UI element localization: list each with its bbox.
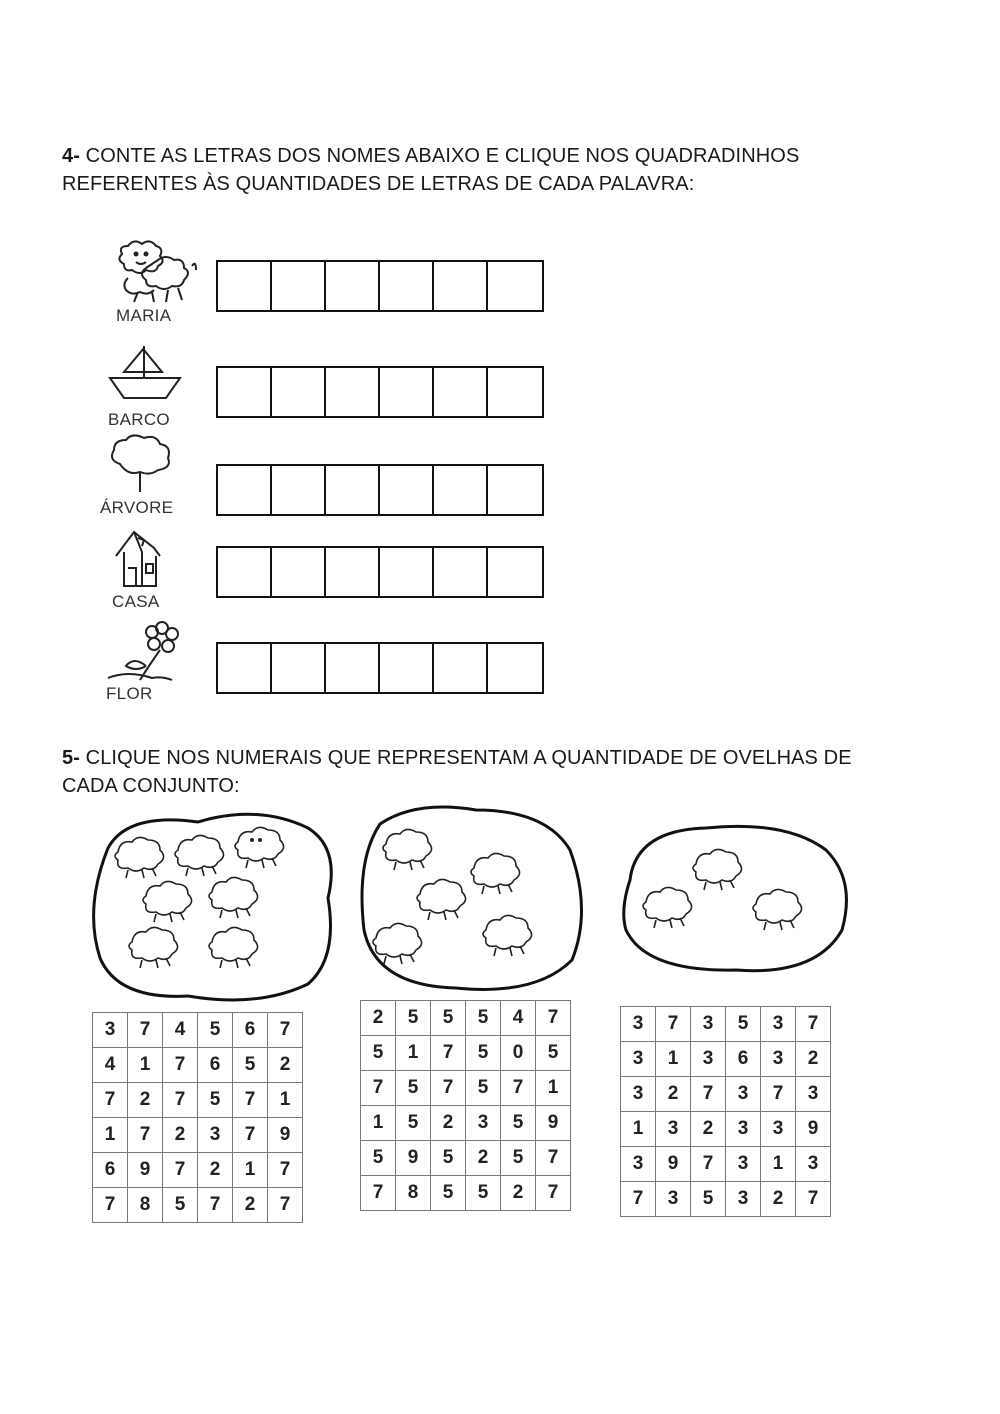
word-label-barco: BARCO xyxy=(108,410,170,429)
grid-row xyxy=(93,1118,303,1153)
letter-boxes-barco xyxy=(216,366,544,418)
number-cell[interactable]: 5 xyxy=(501,1106,536,1141)
number-cell[interactable]: 9 xyxy=(128,1153,163,1188)
number-cell[interactable]: 7 xyxy=(128,1013,163,1048)
word-label-flor: FLOR xyxy=(106,684,153,703)
number-cell[interactable]: 9 xyxy=(656,1147,691,1182)
sheep-set-2 xyxy=(356,800,586,996)
number-cell[interactable]: 7 xyxy=(233,1118,268,1153)
grid-row xyxy=(621,1042,831,1077)
question-4-text: CONTE AS LETRAS DOS NOMES ABAIXO E CLIQUE NOS QUADRADINHOS REFERENTES ÀS QUANTIDADES DE LETRAS DE CADA PALAVRA: xyxy=(62,145,800,195)
boat-icon xyxy=(106,342,186,406)
number-cell[interactable]: 1 xyxy=(621,1112,656,1147)
letter-box[interactable] xyxy=(434,548,488,596)
number-cell[interactable]: 2 xyxy=(466,1141,501,1176)
number-cell[interactable]: 3 xyxy=(691,1042,726,1077)
number-cell[interactable]: 2 xyxy=(501,1176,536,1211)
number-cell[interactable]: 7 xyxy=(796,1007,831,1042)
number-cell[interactable]: 1 xyxy=(761,1147,796,1182)
number-cell[interactable]: 9 xyxy=(796,1112,831,1147)
number-cell[interactable]: 7 xyxy=(536,1141,571,1176)
word-row-maria xyxy=(90,236,560,326)
number-cell[interactable]: 7 xyxy=(268,1153,303,1188)
grid-row xyxy=(93,1153,303,1188)
tree-icon xyxy=(100,434,180,494)
number-cell[interactable]: 2 xyxy=(198,1153,233,1188)
number-cell[interactable]: 1 xyxy=(656,1042,691,1077)
grid-row xyxy=(361,1036,571,1071)
letter-boxes-arvore xyxy=(216,464,544,516)
number-cell[interactable]: 3 xyxy=(621,1042,656,1077)
word-row-arvore xyxy=(90,434,560,524)
grid-row xyxy=(621,1182,831,1217)
number-cell[interactable]: 5 xyxy=(198,1083,233,1118)
number-cell[interactable]: 3 xyxy=(93,1013,128,1048)
question-4-number: 4- xyxy=(62,145,80,167)
letter-box[interactable] xyxy=(218,262,272,310)
question-5-number: 5- xyxy=(62,747,80,769)
word-label-casa: CASA xyxy=(112,592,160,611)
grid-row xyxy=(361,1176,571,1211)
letter-box[interactable] xyxy=(272,262,326,310)
number-cell[interactable]: 8 xyxy=(396,1176,431,1211)
sheep-set-1 xyxy=(88,808,338,1004)
number-cell[interactable]: 2 xyxy=(761,1182,796,1217)
number-cell[interactable]: 3 xyxy=(726,1147,761,1182)
number-cell[interactable]: 5 xyxy=(233,1048,268,1083)
number-cell[interactable]: 4 xyxy=(501,1001,536,1036)
grid-row xyxy=(621,1112,831,1147)
number-cell[interactable]: 7 xyxy=(233,1083,268,1118)
number-cell[interactable]: 2 xyxy=(268,1048,303,1083)
question-5-text: CLIQUE NOS NUMERAIS QUE REPRESENTAM A QUANTIDADE DE OVELHAS DE CADA CONJUNTO: xyxy=(62,747,852,797)
number-cell[interactable]: 1 xyxy=(536,1071,571,1106)
number-grid-set-3 xyxy=(620,1006,831,1217)
number-cell[interactable]: 7 xyxy=(796,1182,831,1217)
number-cell[interactable]: 7 xyxy=(431,1071,466,1106)
number-cell[interactable]: 1 xyxy=(128,1048,163,1083)
number-grid-set-2 xyxy=(360,1000,571,1211)
number-cell[interactable]: 7 xyxy=(536,1176,571,1211)
number-cell[interactable]: 4 xyxy=(163,1013,198,1048)
number-cell[interactable]: 7 xyxy=(361,1176,396,1211)
number-cell[interactable]: 5 xyxy=(691,1182,726,1217)
number-cell[interactable]: 6 xyxy=(198,1048,233,1083)
number-cell[interactable]: 6 xyxy=(233,1013,268,1048)
number-cell[interactable]: 5 xyxy=(431,1001,466,1036)
number-cell[interactable]: 6 xyxy=(93,1153,128,1188)
letter-box[interactable] xyxy=(380,548,434,596)
grid-row xyxy=(93,1048,303,1083)
grid-row xyxy=(621,1007,831,1042)
number-cell[interactable]: 7 xyxy=(198,1188,233,1223)
number-cell[interactable]: 3 xyxy=(761,1112,796,1147)
number-cell[interactable]: 3 xyxy=(656,1182,691,1217)
word-row-flor xyxy=(90,620,560,710)
number-cell[interactable]: 3 xyxy=(621,1077,656,1112)
number-cell[interactable]: 3 xyxy=(466,1106,501,1141)
number-cell[interactable]: 3 xyxy=(198,1118,233,1153)
number-cell[interactable]: 6 xyxy=(726,1042,761,1077)
flower-icon xyxy=(106,620,186,684)
letter-boxes-flor xyxy=(216,642,544,694)
letter-box[interactable] xyxy=(380,368,434,416)
letter-box[interactable] xyxy=(488,262,542,310)
grid-row xyxy=(361,1001,571,1036)
letter-box[interactable] xyxy=(488,644,542,692)
number-cell[interactable]: 3 xyxy=(796,1077,831,1112)
number-cell[interactable]: 5 xyxy=(163,1188,198,1223)
letter-box[interactable] xyxy=(434,466,488,514)
number-cell[interactable]: 1 xyxy=(268,1083,303,1118)
number-cell[interactable]: 5 xyxy=(431,1176,466,1211)
letter-box[interactable] xyxy=(272,466,326,514)
number-cell[interactable]: 3 xyxy=(726,1112,761,1147)
number-cell[interactable]: 7 xyxy=(536,1001,571,1036)
letter-box[interactable] xyxy=(272,548,326,596)
number-cell[interactable]: 5 xyxy=(361,1036,396,1071)
letter-box[interactable] xyxy=(488,368,542,416)
number-cell[interactable]: 8 xyxy=(128,1188,163,1223)
number-cell[interactable]: 7 xyxy=(361,1071,396,1106)
number-cell[interactable]: 2 xyxy=(691,1112,726,1147)
number-cell[interactable]: 5 xyxy=(501,1141,536,1176)
number-cell[interactable]: 1 xyxy=(361,1106,396,1141)
grid-row xyxy=(621,1077,831,1112)
number-cell[interactable]: 3 xyxy=(691,1007,726,1042)
number-cell[interactable]: 2 xyxy=(796,1042,831,1077)
number-cell[interactable]: 7 xyxy=(93,1083,128,1118)
number-cell[interactable]: 7 xyxy=(691,1147,726,1182)
letter-box[interactable] xyxy=(326,466,380,514)
number-cell[interactable]: 5 xyxy=(466,1001,501,1036)
number-cell[interactable]: 7 xyxy=(93,1188,128,1223)
number-cell[interactable]: 5 xyxy=(466,1071,501,1106)
number-cell[interactable]: 7 xyxy=(501,1071,536,1106)
letter-box[interactable] xyxy=(218,548,272,596)
number-cell[interactable]: 3 xyxy=(726,1182,761,1217)
letter-box[interactable] xyxy=(326,262,380,310)
number-cell[interactable]: 9 xyxy=(268,1118,303,1153)
number-cell[interactable]: 7 xyxy=(268,1013,303,1048)
number-cell[interactable]: 5 xyxy=(726,1007,761,1042)
word-row-barco xyxy=(90,342,560,432)
number-cell[interactable]: 2 xyxy=(163,1118,198,1153)
grid-row xyxy=(93,1013,303,1048)
letter-box[interactable] xyxy=(488,466,542,514)
letter-box[interactable] xyxy=(434,644,488,692)
number-cell[interactable]: 7 xyxy=(656,1007,691,1042)
word-label-maria: MARIA xyxy=(116,306,172,325)
letter-box[interactable] xyxy=(380,644,434,692)
grid-row xyxy=(361,1106,571,1141)
number-cell[interactable]: 5 xyxy=(396,1001,431,1036)
letter-boxes-maria xyxy=(216,260,544,312)
letter-box[interactable] xyxy=(218,466,272,514)
number-cell[interactable]: 4 xyxy=(93,1048,128,1083)
grid-row xyxy=(621,1147,831,1182)
letter-box[interactable] xyxy=(488,548,542,596)
number-cell[interactable]: 3 xyxy=(761,1042,796,1077)
number-cell[interactable]: 5 xyxy=(466,1176,501,1211)
number-cell[interactable]: 0 xyxy=(501,1036,536,1071)
letter-box[interactable] xyxy=(272,644,326,692)
number-cell[interactable]: 5 xyxy=(466,1036,501,1071)
number-cell[interactable]: 7 xyxy=(163,1153,198,1188)
grid-row xyxy=(361,1071,571,1106)
number-cell[interactable]: 7 xyxy=(268,1188,303,1223)
number-cell[interactable]: 7 xyxy=(163,1048,198,1083)
number-cell[interactable]: 1 xyxy=(396,1036,431,1071)
number-cell[interactable]: 3 xyxy=(621,1147,656,1182)
number-cell[interactable]: 5 xyxy=(431,1141,466,1176)
word-row-casa xyxy=(90,528,560,618)
number-cell[interactable]: 5 xyxy=(536,1036,571,1071)
grid-row xyxy=(361,1141,571,1176)
number-cell[interactable]: 3 xyxy=(726,1077,761,1112)
house-icon xyxy=(108,528,178,592)
number-cell[interactable]: 7 xyxy=(621,1182,656,1217)
number-cell[interactable]: 7 xyxy=(761,1077,796,1112)
letter-box[interactable] xyxy=(326,548,380,596)
sheep-icon xyxy=(98,236,198,306)
number-cell[interactable]: 9 xyxy=(396,1141,431,1176)
grid-row xyxy=(93,1083,303,1118)
question-4-instruction xyxy=(62,142,862,198)
letter-boxes-casa xyxy=(216,546,544,598)
letter-box[interactable] xyxy=(434,368,488,416)
number-cell[interactable]: 7 xyxy=(128,1118,163,1153)
number-cell[interactable]: 7 xyxy=(163,1083,198,1118)
number-cell[interactable]: 2 xyxy=(361,1001,396,1036)
letter-box[interactable] xyxy=(326,644,380,692)
number-cell[interactable]: 1 xyxy=(93,1118,128,1153)
number-cell[interactable]: 5 xyxy=(396,1071,431,1106)
number-cell[interactable]: 9 xyxy=(536,1106,571,1141)
number-grid-set-1 xyxy=(92,1012,303,1223)
question-5-instruction xyxy=(62,744,882,800)
word-label-arvore: ÁRVORE xyxy=(100,498,174,517)
letter-box[interactable] xyxy=(218,644,272,692)
number-cell[interactable]: 2 xyxy=(233,1188,268,1223)
number-cell[interactable]: 5 xyxy=(396,1106,431,1141)
number-cell[interactable]: 1 xyxy=(233,1153,268,1188)
grid-row xyxy=(93,1188,303,1223)
number-cell[interactable]: 7 xyxy=(691,1077,726,1112)
number-cell[interactable]: 2 xyxy=(431,1106,466,1141)
letter-box[interactable] xyxy=(218,368,272,416)
sheep-set-3 xyxy=(616,820,856,980)
letter-box[interactable] xyxy=(380,262,434,310)
number-cell[interactable]: 3 xyxy=(796,1147,831,1182)
letter-box[interactable] xyxy=(326,368,380,416)
number-cell[interactable]: 5 xyxy=(361,1141,396,1176)
letter-box[interactable] xyxy=(272,368,326,416)
number-cell[interactable]: 5 xyxy=(198,1013,233,1048)
number-cell[interactable]: 3 xyxy=(761,1007,796,1042)
number-cell[interactable]: 2 xyxy=(128,1083,163,1118)
number-cell[interactable]: 2 xyxy=(656,1077,691,1112)
number-cell[interactable]: 3 xyxy=(621,1007,656,1042)
letter-box[interactable] xyxy=(380,466,434,514)
number-cell[interactable]: 3 xyxy=(656,1112,691,1147)
number-cell[interactable]: 7 xyxy=(431,1036,466,1071)
letter-box[interactable] xyxy=(434,262,488,310)
